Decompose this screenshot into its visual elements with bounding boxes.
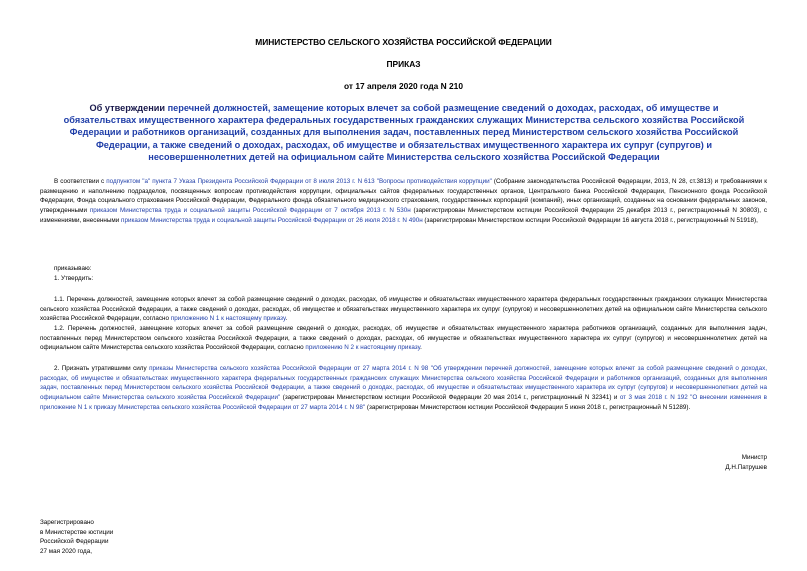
title-link[interactable]: перечней должностей, замещение которых влечет за собой размещение сведений о доходах, расходах, об имуществе и обязательствах имущественного характера федеральных государственных гражданских служащих Министерства сельского хозяйства Российской Федерации и работников организаций, созданных для выполнения задач, поставленных перед Министерством сельского хозяйства Российской Федерации, а также сведений о доходах, расходах, об имуществе и обязательствах имущественного характера их супруг (супругов) и несовершеннолетних детей на официальном сайте Министерства сельского хозяйства Российской Федерации: [63, 103, 745, 162]
signature-position: Министр: [741, 454, 767, 461]
order-98-link[interactable]: приказы Министерства сельского хозяйства Российской Федерации от 27 марта 2014 г. N 98 "Об утверждении перечней должностей, замещение которых влечет за собой размещение сведений о доходах, расходах, об имуществе и обязательствах имущественного характера федеральных государственных гражданских служащих Министерства сельского хозяйства Российской Федерации и работников организаций, созданных для выполнения задач, поставленных перед Министерством сельского хозяйства Российской Федерации, а также сведений о доходах, расходах, об имуществе и обязательствах имущественного характера их супруг (супругов) и несовершеннолетних детей на официальном сайте Министерства сельского хозяйства Российской Федерации": [40, 365, 767, 402]
registration-line: 27 мая 2020 года,: [40, 547, 92, 555]
item-1-2-paragraph: [40, 324, 767, 353]
registration-line: Российской Федерации: [40, 538, 109, 546]
preamble-text: (зарегистрирован Министерством юстиции Российской Федерации 25 декабря 2013 г., регистрационный N 30803), с изменениями, внесенными: [40, 207, 768, 224]
document-type: ПРИКАЗ: [386, 59, 421, 69]
item-text: 1.1. Перечень должностей, замещение которых влечет за собой размещение сведений о доходах, расходах, об имуществе и обязательствах имущественного характера федеральных государственных гражданских служащих Министерства сельского хозяйства Российской Федерации, а также сведений о доходах, расходах, об имуществе и обязательствах имущественного характера их супруг (супругов) и несовершеннолетних детей на официальном сайте Министерства сельского хозяйства Российской Федерации, согласно: [40, 296, 767, 323]
item-text: (зарегистрирован Министерством юстиции Российской Федерации 5 июня 2018 г., регистрационный N 51289).: [365, 403, 691, 411]
item-text: (зарегистрирован Министерством юстиции Российской Федерации 20 мая 2014 г., регистрационный N 32341) и: [280, 394, 620, 402]
preamble-paragraph: [40, 177, 767, 226]
item-text: 2. Признать утратившими силу: [54, 365, 150, 372]
item-text: .: [420, 344, 422, 352]
preamble-text: (Собрание законодательства Российской Федерации, 2013, N 28, ст.3813) и требованиями к размещению и наполнению подразделов, посвященных вопросам противодействия коррупции, официальных сайтов федеральных государственных органов, Центрального банка Российской Федерации, Пенсионного фонда Российской Федерации, Фонда социального страхования Российской Федерации, Федерального фонда обязательного медицинского страхования, государственных корпораций (компаний), иных организаций, созданных на основании федеральных законов, утвержденными: [40, 178, 767, 215]
preamble-text: В соответствии с: [54, 178, 107, 185]
order-word: приказываю:: [54, 265, 92, 272]
decree-613-link[interactable]: подпунктом "а" пункта 7 Указа Президента Российской Федерации от 8 июля 2013 г. N 613 "Вопросы противодействия коррупции": [106, 178, 492, 185]
item-text: .: [285, 315, 288, 323]
registration-block: [40, 518, 113, 556]
approve-heading: 1. Утвердить:: [54, 275, 94, 282]
item-text: 1.2. Перечень должностей, замещение которых влечет за собой размещение сведений о доходах, расходах, об имуществе и обязательствах имущественного характера работников организаций, созданных для выполнения задач, поставленных перед Министерством сельского хозяйства Российской Федерации, а также сведений о доходах, расходах, об имуществе и обязательствах имущественного характера их супруг (супругов) и несовершеннолетних детей на официальном сайте Министерства сельского хозяйства Российской Федерации, согласно: [40, 325, 767, 352]
registration-line: в Министерстве юстиции: [40, 528, 114, 536]
preamble-text: (зарегистрирован Министерством юстиции Российской Федерации 16 августа 2018 г., регистрационный N 51918),: [422, 216, 758, 224]
order-192-link[interactable]: от 3 мая 2018 г. N 192 "О внесении изменения в приложение N 1 к приказу Министерства сельского хозяйства Российской Федерации от 27 марта 2014 г. N 98": [40, 394, 767, 411]
document-date-number: от 17 апреля 2020 года N 210: [344, 81, 463, 91]
ministry-heading: МИНИСТЕРСТВО СЕЛЬСКОГО ХОЗЯЙСТВА РОССИЙСКОЙ ФЕДЕРАЦИИ: [255, 37, 552, 47]
appendix-2-link[interactable]: приложению N 2 к настоящему приказу: [305, 344, 421, 352]
document-title: [62, 102, 746, 163]
appendix-1-link[interactable]: приложению N 1 к настоящему приказу: [170, 315, 286, 323]
order-530n-link[interactable]: приказом Министерства труда и социальной защиты Российской Федерации от 7 октября 2013 г. N 530н: [89, 207, 411, 215]
registration-line: Зарегистрировано: [40, 519, 94, 526]
title-prefix: Об утверждении: [89, 103, 168, 113]
order-490n-link[interactable]: приказом Министерства труда и социальной защиты Российской Федерации от 26 июля 2018 г. N 490н: [121, 216, 423, 224]
signature-name: Д.Н.Патрушев: [725, 464, 767, 471]
item-1-1-paragraph: [40, 295, 767, 324]
item-2-paragraph: [40, 364, 767, 413]
